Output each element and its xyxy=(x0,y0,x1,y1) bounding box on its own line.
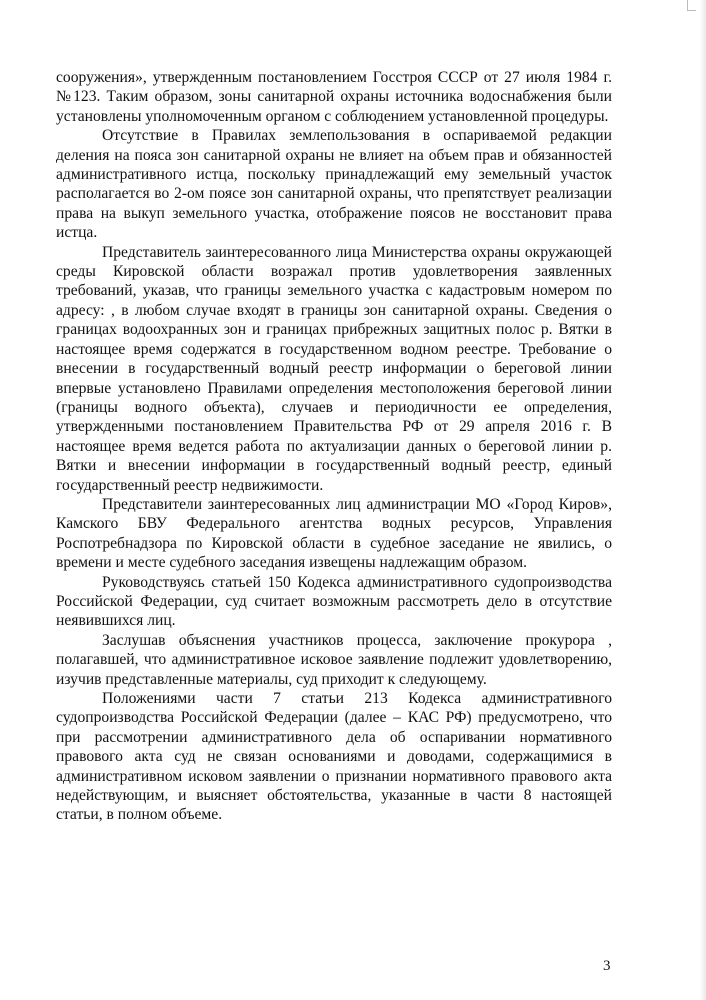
scan-corner-mark xyxy=(687,0,696,11)
paragraph-4: Представители заинтересованных лиц администрации МО «Город Киров», Камского БВУ Федерального агентства водных ресурсов, Управления Роспотребнадзора по Кировской области в судебное заседание не явились, о времени и месте судебного заседания извещены надлежащим образом. xyxy=(56,495,612,572)
paragraph-2: Отсутствие в Правилах землепользования в оспариваемой редакции деления на пояса зон санитарной охраны не влияет на объем прав и обязанностей административного истца, поскольку принадлежащий ему земельный участок располагается во 2-ом поясе зон санитарной охраны, что препятствует реализации права на выкуп земельного участка, отображение поясов не восстановит права истца. xyxy=(56,127,612,242)
paragraph-1: сооружения», утвержденным постановлением Госстроя СССР от 27 июля 1984 г. №123. Таким образом, зоны санитарной охраны источника водоснабжения были установлены уполномоченным органом с соблюдением установленной процедуры. xyxy=(56,69,612,125)
page-edge-shadow xyxy=(700,0,706,1000)
document-body xyxy=(56,68,612,825)
paragraph-5: Руководствуясь статьей 150 Кодекса административного судопроизводства Российской Федерации, суд считает возможным рассмотреть дело в отсутствие неявившихся лиц. xyxy=(56,573,612,630)
paragraph-3: Представитель заинтересованного лица Министерства охраны окружающей среды Кировской области возражал против удовлетворения заявленных требований, указав, что границы земельного участка с кадастровым номером по адресу: , в любом случае входят в границы зон санитарной охраны. Сведения о границах водоохранных зон и границах прибрежных защитных полос р. Вятки в настоящее время содержатся в государственном водном реестре. Требование о внесении в государственный водный реестр информации о береговой линии впервые установлено Правилами определения местоположения береговой линии (границы водного объекта), случаев и периодичности ее определения, утвержденными постановлением Правительства РФ от 29 апреля 2016 г. В настоящее время ведется работа по актуализации данных о береговой линии р. Вятки и внесении информации в государственный водный реестр, единый государственный реестр недвижимости. xyxy=(56,243,612,494)
page-number: 3 xyxy=(603,958,611,974)
paragraph-7: Положениями части 7 статьи 213 Кодекса административного судопроизводства Российской Федерации (далее – КАС РФ) предусмотрено, что при рассмотрении административного дела об оспаривании нормативного правового акта суд не связан основаниями и доводами, содержащимися в административном исковом заявлении о признании нормативного правового акта недействующим, и выясняет обстоятельства, указанные в части 8 настоящей статьи, в полном объеме. xyxy=(56,690,612,824)
paragraph-6: Заслушав объяснения участников процесса, заключение прокурора , полагавшей, что административное исковое заявление подлежит удовлетворению, изучив представленные материалы, суд приходит к следующему. xyxy=(56,631,612,688)
